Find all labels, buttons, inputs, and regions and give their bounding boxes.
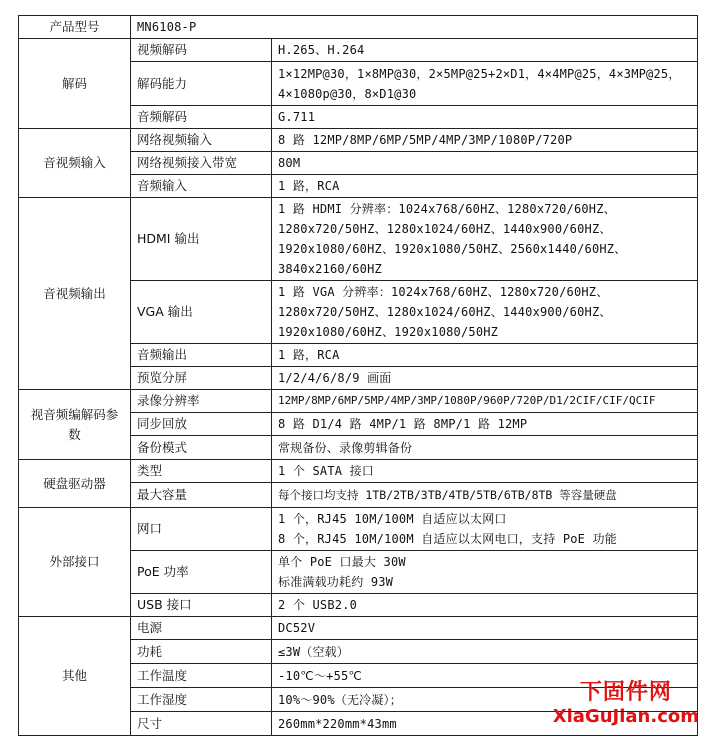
model-value: MN6108-P	[131, 16, 698, 39]
row-label: 尺寸	[131, 712, 272, 736]
row-label: PoE 功率	[131, 551, 272, 594]
row-label: 最大容量	[131, 483, 272, 508]
category-line: 数	[68, 426, 81, 442]
value-line: 1280x720/50HZ、1280x1024/60HZ、1440x900/60HZ、	[278, 222, 612, 236]
row-value: 80M	[272, 152, 698, 175]
row-value	[272, 198, 698, 281]
row-value: 8 路 D1/4 路 4MP/1 路 8MP/1 路 12MP	[272, 413, 698, 436]
table-row	[19, 129, 698, 152]
table-row	[19, 460, 698, 483]
row-value: 260mm*220mm*43mm	[272, 712, 698, 736]
category-av-input: 音视频输入	[19, 129, 131, 198]
row-value: 每个接口均支持 1TB/2TB/3TB/4TB/5TB/6TB/8TB 等容量硬盘	[272, 483, 698, 508]
category-codec-params	[19, 390, 131, 460]
row-label: 功耗	[131, 640, 272, 664]
row-value: 1 路，RCA	[272, 175, 698, 198]
category-hdd: 硬盘驱动器	[19, 460, 131, 508]
row-value	[272, 62, 698, 106]
watermark-cn: 下固件网	[579, 680, 672, 705]
category-other: 其他	[19, 617, 131, 736]
row-label: 音频输出	[131, 344, 272, 367]
row-value: 8 路 12MP/8MP/6MP/5MP/4MP/3MP/1080P/720P	[272, 129, 698, 152]
value-line: 4×1080p@30，8×D1@30	[278, 86, 417, 101]
row-value: G.711	[272, 106, 698, 129]
table-row	[19, 508, 698, 551]
value-line: 1×12MP@30，1×8MP@30，2×5MP@25+2×D1，4×4MP@25，4×3MP@25，	[278, 66, 681, 81]
row-label: 视频解码	[131, 39, 272, 62]
table-row	[19, 198, 698, 281]
row-label: VGA 输出	[131, 281, 272, 344]
value-line: 1 个，RJ45 10M/100M 自适应以太网口	[278, 512, 507, 526]
table-row	[19, 617, 698, 640]
row-label: 网口	[131, 508, 272, 551]
row-label: 音频解码	[131, 106, 272, 129]
watermark-en: XiaGuJian.com	[552, 706, 699, 727]
row-label: 录像分辨率	[131, 390, 272, 413]
category-ports: 外部接口	[19, 508, 131, 617]
row-label: USB 接口	[131, 594, 272, 617]
row-label: 工作湿度	[131, 688, 272, 712]
value-line: 标准满载功耗约 93W	[278, 575, 394, 589]
row-value: -10℃～+55℃	[272, 664, 698, 688]
row-value: ≤3W（空载）	[272, 640, 698, 664]
spec-table	[18, 15, 698, 736]
row-value: 常规备份、录像剪辑备份	[272, 436, 698, 460]
row-label: 备份模式	[131, 436, 272, 460]
value-line: 单个 PoE 口最大 30W	[278, 555, 406, 569]
row-value: 2 个 USB2.0	[272, 594, 698, 617]
row-value: 12MP/8MP/6MP/5MP/4MP/3MP/1080P/960P/720P/D1/2CIF/CIF/QCIF	[272, 390, 698, 413]
row-value	[272, 281, 698, 344]
row-value	[272, 551, 698, 594]
row-label: 网络视频接入带宽	[131, 152, 272, 175]
table-row	[19, 390, 698, 413]
row-label: HDMI 输出	[131, 198, 272, 281]
value-line: 1920x1080/60HZ、1920x1080/50HZ	[278, 325, 499, 339]
row-value: H.265、H.264	[272, 39, 698, 62]
model-label: 产品型号	[19, 16, 131, 39]
row-label: 电源	[131, 617, 272, 640]
row-label: 网络视频输入	[131, 129, 272, 152]
row-label: 预览分屏	[131, 367, 272, 390]
value-line: 1 路 HDMI 分辨率：1024x768/60HZ、1280x720/60HZ、	[278, 202, 616, 216]
row-value: 10%～90%（无冷凝）；	[272, 688, 698, 712]
row-value: 1/2/4/6/8/9 画面	[272, 367, 698, 390]
row-value	[272, 508, 698, 551]
row-value: 1 个 SATA 接口	[272, 460, 698, 483]
table-row	[19, 39, 698, 62]
row-label: 同步回放	[131, 413, 272, 436]
site-watermark	[553, 675, 699, 727]
value-line: 1 路 VGA 分辨率：1024x768/60HZ、1280x720/60HZ、	[278, 285, 609, 299]
value-line: 1280x720/50HZ、1280x1024/60HZ、1440x900/60HZ、	[278, 305, 612, 319]
value-line: 1920x1080/60HZ、1920x1080/50HZ、2560x1440/60HZ、	[278, 242, 627, 256]
row-value: DC52V	[272, 617, 698, 640]
row-value: 1 路，RCA	[272, 344, 698, 367]
row-label: 解码能力	[131, 62, 272, 106]
value-line: 8 个，RJ45 10M/100M 自适应以太网电口，支持 PoE 功能	[278, 532, 617, 546]
row-label: 工作温度	[131, 664, 272, 688]
table-row	[19, 16, 698, 39]
value-line: 3840x2160/60HZ	[278, 262, 382, 276]
row-label: 音频输入	[131, 175, 272, 198]
row-label: 类型	[131, 460, 272, 483]
category-line: 视音频编解码参	[30, 406, 119, 422]
category-decode: 解码	[19, 39, 131, 129]
category-av-output: 音视频输出	[19, 198, 131, 390]
